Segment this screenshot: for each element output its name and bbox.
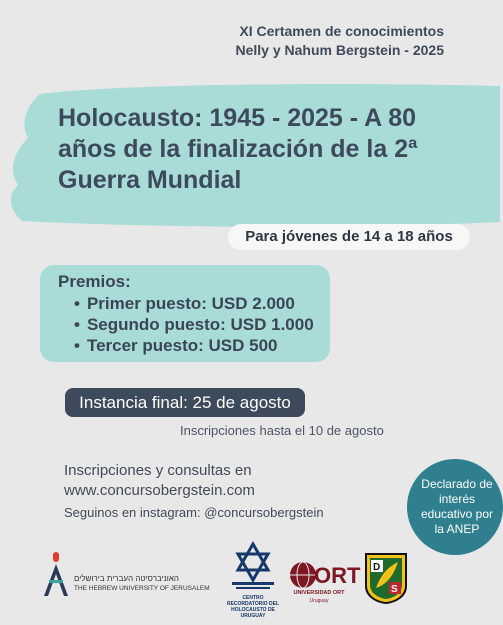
holocaust-center-logo (222, 542, 284, 622)
holocaust-center-name: CENTRO RECORDATORIO DEL HOLOCAUSTO DE URUGUAY (226, 595, 280, 619)
ds-letter-d: D (373, 562, 381, 573)
age-range-badge: Para jóvenes de 14 a 18 años (228, 224, 470, 250)
final-stage-badge: Instancia final: 25 de agosto (65, 388, 305, 417)
ds-crest-icon (364, 552, 408, 604)
ds-school-crest-logo (364, 552, 408, 604)
prizes-heading: Premios: (58, 272, 131, 291)
hebrew-university-hebrew-name: האוניברסיטה העברית בירושלים (74, 574, 179, 583)
ort-university-logo (288, 560, 361, 605)
hebrew-university-emblem-icon (40, 550, 72, 600)
website-link[interactable]: www.concursobergstein.com (64, 482, 255, 499)
prize-third: • Tercer puesto: USD 500 (74, 335, 314, 356)
hebrew-university-english-name: THE HEBREW UNIVERSITY OF JERUSALEM (74, 585, 210, 592)
ort-university-name: UNIVERSIDAD ORT (293, 590, 345, 596)
star-of-david-icon (222, 542, 284, 594)
header-line-1: XI Certamen de conocimientos (239, 23, 444, 39)
instagram-handle[interactable]: Seguinos en instagram: @concursobergstein (64, 505, 324, 520)
prize-second: • Segundo puesto: USD 1.000 (74, 314, 314, 335)
ds-letter-s: S (391, 584, 398, 595)
hebrew-university-logo (40, 550, 210, 600)
contact-line: Inscripciones y consultas en (64, 462, 252, 479)
ort-wordmark: ORT (314, 563, 361, 588)
header-line-2: Nelly y Nahum Bergstein - 2025 (235, 42, 444, 58)
ort-globe-icon (288, 560, 361, 590)
registration-deadline: Inscripciones hasta el 10 de agosto (180, 423, 384, 438)
event-title: Holocausto: 1945 - 2025 - A 80 años de la finalización de la 2ª Guerra Mundial (58, 104, 418, 194)
prize-first: • Primer puesto: USD 2.000 (74, 293, 314, 314)
contest-header (235, 22, 444, 60)
anep-declaration-badge: Declarado de interés educativo por la ANEP (407, 459, 503, 555)
contact-info (64, 461, 255, 501)
ort-country: Uruguay (309, 598, 329, 604)
prize-list (74, 293, 314, 356)
